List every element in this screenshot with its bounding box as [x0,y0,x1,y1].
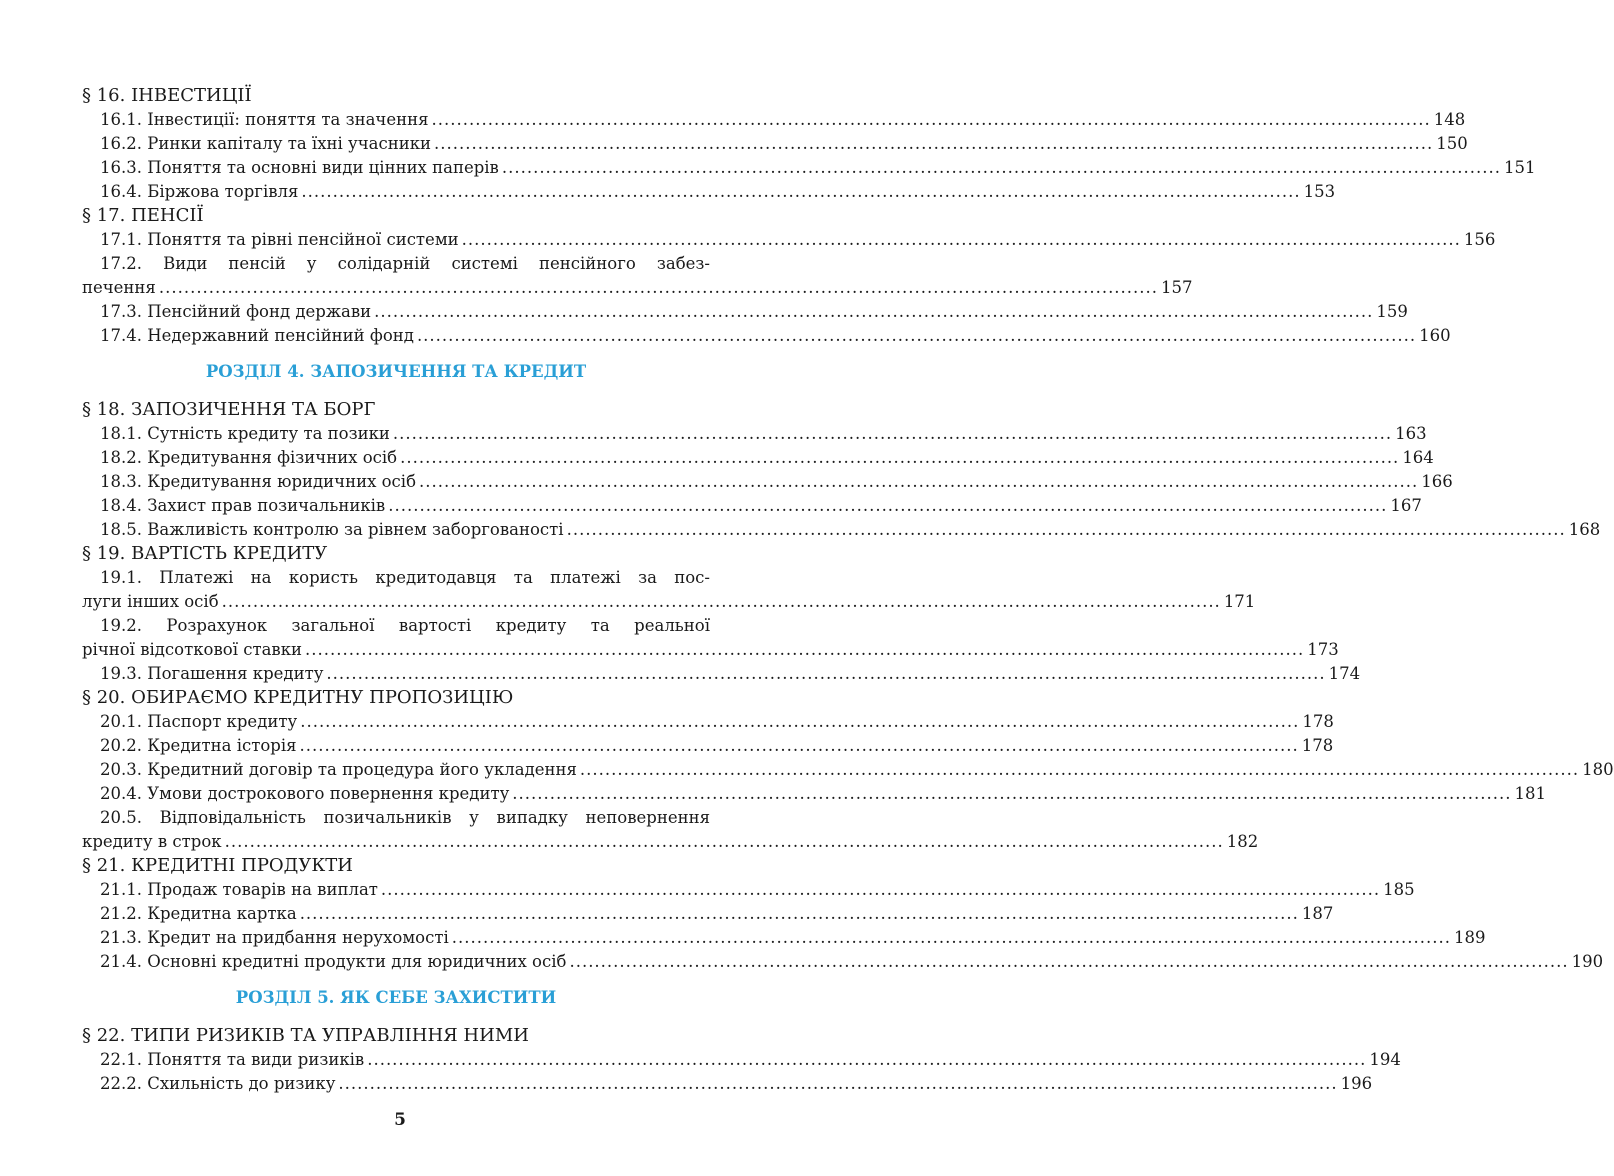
entry-title: 16.2. Ринки капіталу та їхні учасники [100,134,432,153]
entry-title: 19.1. Платежі на користь кредитодавця та платежі за пос- [100,568,710,587]
entry-page-number: 160 [1419,326,1451,345]
entry-page-number: 159 [1376,302,1408,321]
entry-title: 18.2. Кредитування фізичних осіб [100,448,398,467]
entry-title: 22.1. Поняття та види ризиків [100,1050,365,1069]
dot-leader: ................................................................................................................................................................ [299,904,1299,923]
entry-title: 18.5. Важливість контролю за рівнем заборгованості [100,520,564,539]
entry-title: 22.2. Схильність до ризику [100,1074,336,1093]
toc-entry[interactable] [82,494,1422,518]
entry-page-number: 185 [1383,880,1415,899]
entry-page-number: 153 [1303,182,1336,201]
entry-title: 20.1. Паспорт кредиту [100,712,298,731]
dot-leader: ................................................................................................................................................................ [569,952,1569,971]
entry-title: 21.1. Продаж товарів на виплат [100,880,378,899]
entry-title: 16.1. Інвестиції: поняття та значення [100,110,429,129]
entry-page-number: 164 [1402,448,1434,467]
dot-leader: ................................................................................................................................................................ [305,640,1305,659]
section-heading: § 21. КРЕДИТНІ ПРОДУКТИ [82,855,353,876]
toc-entry[interactable] [82,902,1334,926]
toc-entry[interactable] [82,950,1604,974]
entry-title: 20.3. Кредитний договір та процедура його укладення [100,760,577,779]
entry-title: 21.3. Кредит на придбання нерухомості [100,928,449,947]
toc-entry[interactable] [82,614,1339,662]
dot-leader: ................................................................................................................................................................ [224,832,1224,851]
entry-page-number: 196 [1340,1074,1373,1093]
entry-page-number: 151 [1504,158,1536,177]
entry-page-number: 168 [1568,520,1601,539]
dot-leader: ................................................................................................................................................................ [221,592,1221,611]
entry-title-end: печення [82,278,156,297]
entry-title: 20.4. Умови дострокового повернення кредиту [100,784,510,803]
entry-page-number: 157 [1161,278,1193,297]
entry-page-number: 173 [1307,640,1339,659]
dot-leader: ................................................................................................................................................................ [300,712,1300,731]
toc-entry[interactable] [82,324,1451,348]
entry-title-continuation [82,830,1259,854]
dot-leader: ................................................................................................................................................................ [416,326,1417,345]
dot-leader: ................................................................................................................................................................ [512,784,1512,803]
dot-leader: ................................................................................................................................................................ [419,472,1419,491]
entry-title: 17.4. Недержавний пенсійний фонд [100,326,414,345]
entry-page-number: 156 [1463,230,1496,249]
toc-entry[interactable] [82,566,1256,614]
entry-title-end: кредиту в строк [82,832,222,851]
toc-entry[interactable] [82,878,1415,902]
entry-title: 21.4. Основні кредитні продукти для юридичних осіб [100,952,567,971]
toc-entry[interactable] [82,734,1334,758]
toc-entry[interactable] [82,132,1468,156]
dot-leader: ................................................................................................................................................................ [579,760,1580,779]
entry-page-number: 163 [1395,424,1427,443]
entry-title-continuation [82,638,1339,662]
toc-entry[interactable] [82,156,1536,180]
dot-leader: ................................................................................................................................................................ [451,928,1451,947]
toc-entry[interactable] [82,1048,1401,1072]
entry-title: 19.3. Погашення кредиту [100,664,324,683]
entry-title: 19.2. Розрахунок загальної вартості кредиту та реальної [100,616,710,635]
entry-page-number: 181 [1514,784,1546,803]
entry-title-end: луги інших осіб [82,592,219,611]
toc-entry[interactable] [82,710,1334,734]
entry-page-number: 178 [1301,736,1334,755]
dot-leader: ................................................................................................................................................................ [388,496,1388,515]
entry-page-number: 171 [1223,592,1256,611]
section-heading: § 18. ЗАПОЗИЧЕННЯ ТА БОРГ [82,399,376,420]
dot-leader: ................................................................................................................................................................ [367,1050,1367,1069]
section-heading: § 20. ОБИРАЄМО КРЕДИТНУ ПРОПОЗИЦІЮ [82,687,514,708]
dot-leader: ................................................................................................................................................................ [338,1074,1338,1093]
dot-leader: ................................................................................................................................................................ [431,110,1431,129]
dot-leader: ................................................................................................................................................................ [400,448,1400,467]
dot-leader: ................................................................................................................................................................ [501,158,1502,177]
entry-title-continuation [82,276,1193,300]
entry-page-number: 194 [1369,1050,1401,1069]
chapter-heading: РОЗДІЛ 5. ЯК СЕБЕ ЗАХИСТИТИ [235,988,557,1007]
entry-page-number: 150 [1436,134,1468,153]
dot-leader: ................................................................................................................................................................ [392,424,1393,443]
table-of-contents [82,84,1614,1096]
entry-page-number: 167 [1390,496,1422,515]
toc-entry[interactable] [82,1072,1373,1096]
section-heading: § 16. ІНВЕСТИЦІЇ [82,85,252,106]
toc-entry[interactable] [82,300,1408,324]
entry-title: 17.1. Поняття та рівні пенсійної системи [100,230,459,249]
toc-entry[interactable] [82,446,1434,470]
toc-entry[interactable] [82,806,1259,854]
entry-title: 21.2. Кредитна картка [100,904,297,923]
dot-leader: ................................................................................................................................................................ [434,134,1434,153]
entry-title: 17.3. Пенсійний фонд держави [100,302,372,321]
section-heading: § 22. ТИПИ РИЗИКІВ ТА УПРАВЛІННЯ НИМИ [82,1025,529,1046]
toc-entry[interactable] [82,782,1546,806]
toc-entry[interactable] [82,422,1427,446]
entry-page-number: 148 [1433,110,1466,129]
entry-page-number: 189 [1453,928,1486,947]
toc-entry[interactable] [82,228,1496,252]
dot-leader: ................................................................................................................................................................ [326,664,1326,683]
toc-entry[interactable] [82,758,1614,782]
dot-leader: ................................................................................................................................................................ [380,880,1381,899]
page-number: 5 [394,1110,406,1130]
toc-entry[interactable] [82,470,1453,494]
dot-leader: ................................................................................................................................................................ [374,302,1374,321]
entry-page-number: 187 [1301,904,1334,923]
entry-page-number: 182 [1226,832,1259,851]
entry-page-number: 166 [1421,472,1453,491]
entry-title-end: річної відсоткової ставки [82,640,303,659]
toc-entry[interactable] [82,180,1336,204]
entry-page-number: 190 [1571,952,1604,971]
entry-title: 16.4. Біржова торгівля [100,182,299,201]
entry-title: 16.3. Поняття та основні види цінних паперів [100,158,499,177]
entry-page-number: 180 [1582,760,1614,779]
entry-title: 18.4. Захист прав позичальників [100,496,386,515]
entry-page-number: 178 [1302,712,1334,731]
entry-title-continuation [82,590,1256,614]
entry-page-number: 174 [1328,664,1361,683]
dot-leader: ................................................................................................................................................................ [566,520,1566,539]
toc-entry[interactable] [82,108,1466,132]
entry-title: 20.2. Кредитна історія [100,736,297,755]
section-heading: § 19. ВАРТІСТЬ КРЕДИТУ [82,543,328,564]
entry-title: 18.3. Кредитування юридичних осіб [100,472,417,491]
entry-title: 17.2. Види пенсій у солідарній системі пенсійного забез- [100,254,710,273]
toc-entry[interactable] [82,926,1486,950]
chapter-heading: РОЗДІЛ 4. ЗАПОЗИЧЕННЯ ТА КРЕДИТ [205,362,587,381]
dot-leader: ................................................................................................................................................................ [158,278,1159,297]
section-heading: § 17. ПЕНСІЇ [82,205,204,226]
entry-title: 20.5. Відповідальність позичальників у випадку неповернення [100,808,710,827]
dot-leader: ................................................................................................................................................................ [461,230,1461,249]
dot-leader: ................................................................................................................................................................ [301,182,1301,201]
toc-entry[interactable] [82,252,1193,300]
dot-leader: ................................................................................................................................................................ [299,736,1299,755]
toc-entry[interactable] [82,662,1361,686]
toc-entry[interactable] [82,518,1601,542]
entry-title: 18.1. Сутність кредиту та позики [100,424,390,443]
